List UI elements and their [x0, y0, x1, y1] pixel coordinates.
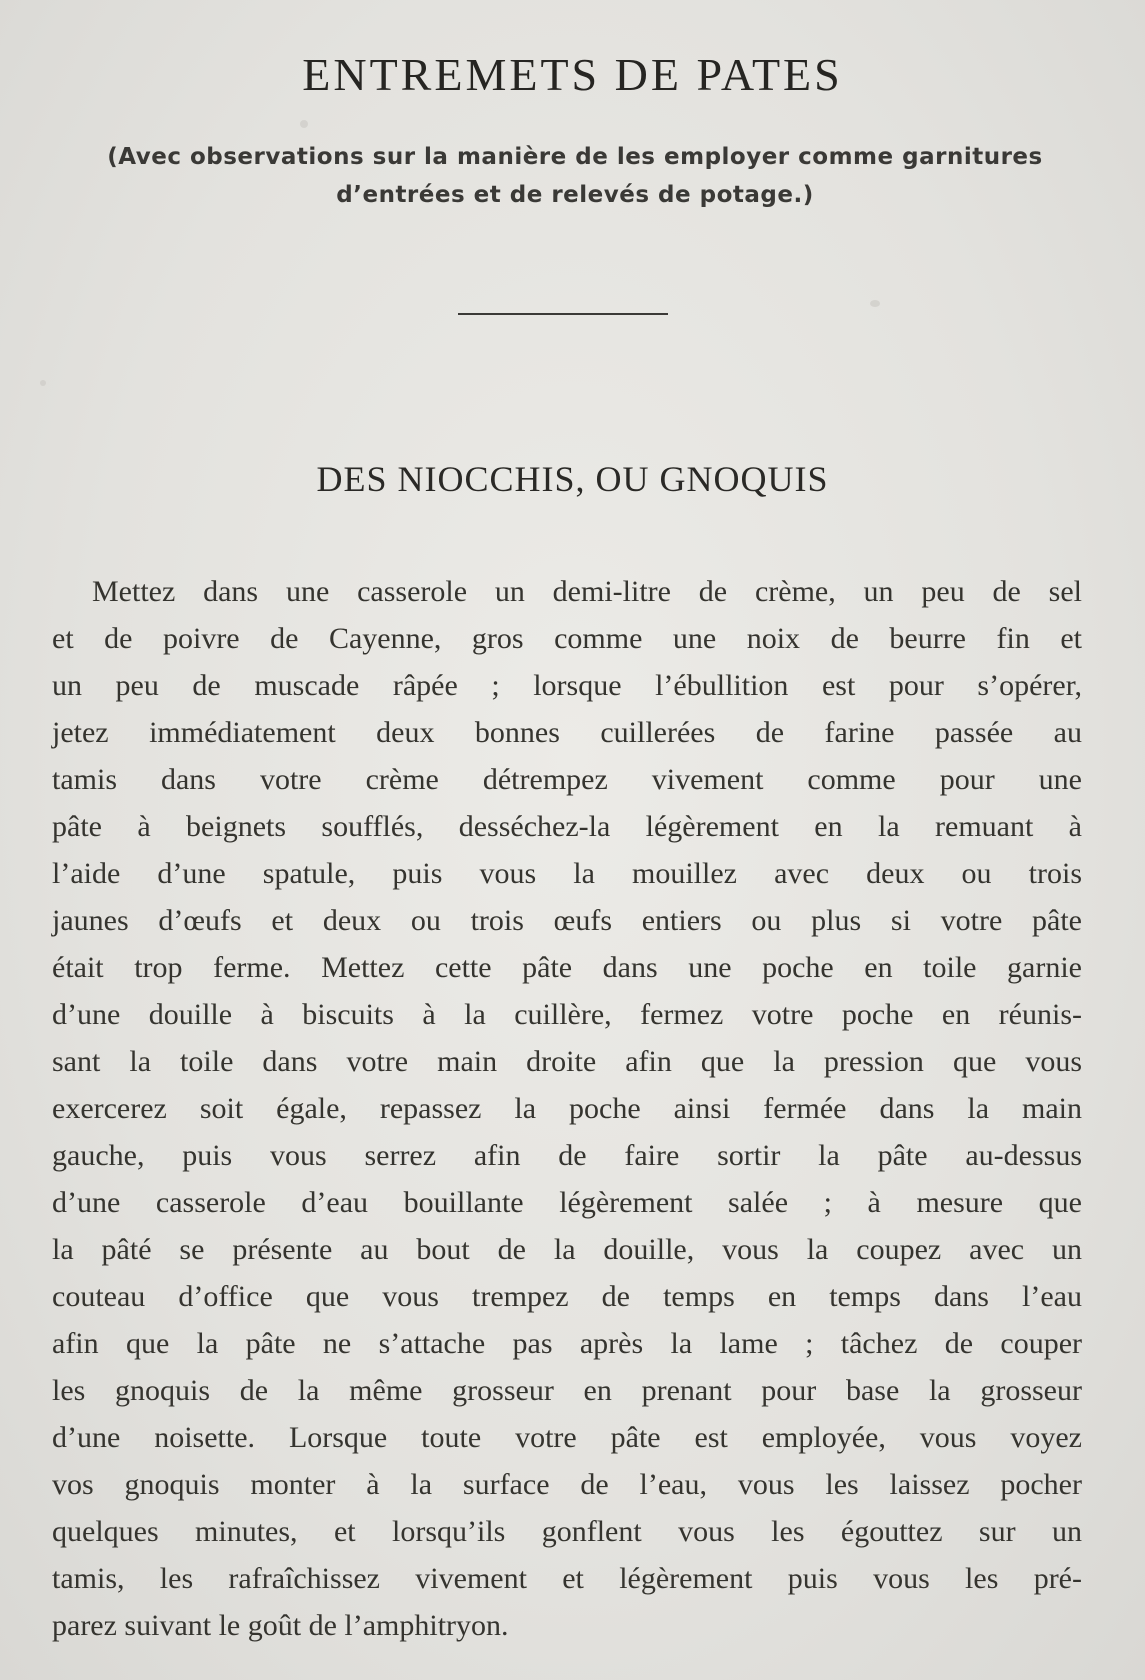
subtitle-line: (Avec observations sur la manière de les employer comme garnitures	[107, 144, 1043, 170]
text-line: et de poivre de Cayenne, gros comme une noix de beurre fin et	[52, 622, 1082, 655]
text-line: jetez immédiatement deux bonnes cuillerées de farine passée au	[52, 716, 1082, 749]
text-line: Mettez dans une casserole un demi-litre de crème, un peu de sel	[92, 575, 1082, 608]
paper-speck	[870, 300, 880, 307]
text-line: tamis dans votre crème détrempez vivement comme pour une	[52, 763, 1082, 796]
text-line: d’une douille à biscuits à la cuillère, fermez votre poche en réunis-	[52, 998, 1082, 1031]
paper-speck	[300, 120, 308, 128]
text-line: sant la toile dans votre main droite afin que la pression que vous	[52, 1045, 1082, 1078]
text-line: était trop ferme. Mettez cette pâte dans une poche en toile garnie	[52, 951, 1082, 984]
text-line: gauche, puis vous serrez afin de faire sortir la pâte au-dessus	[52, 1139, 1082, 1172]
text-line: parez suivant le goût de l’amphitryon.	[52, 1609, 509, 1642]
section-heading: DES NIOCCHIS, OU GNOQUIS	[316, 459, 829, 499]
text-line: les gnoquis de la même grosseur en prenant pour base la grosseur	[52, 1374, 1082, 1407]
text-line: un peu de muscade râpée ; lorsque l’ébullition est pour s’opérer,	[52, 669, 1082, 702]
page-title: ENTREMETS DE PATES	[302, 49, 843, 100]
paper-speck	[40, 380, 46, 386]
text-line: la pâté se présente au bout de la douille, vous la coupez avec un	[52, 1233, 1082, 1266]
section-divider	[458, 313, 668, 315]
page-subtitle	[40, 138, 1110, 214]
text-line: l’aide d’une spatule, puis vous la mouillez avec deux ou trois	[52, 857, 1082, 890]
text-line: exercerez soit égale, repassez la poche ainsi fermée dans la main	[52, 1092, 1082, 1125]
text-line: afin que la pâte ne s’attache pas après la lame ; tâchez de couper	[52, 1327, 1082, 1360]
text-line: quelques minutes, et lorsqu’ils gonflent vous les égouttez sur un	[52, 1515, 1082, 1548]
text-line: couteau d’office que vous trempez de temps en temps dans l’eau	[52, 1280, 1082, 1313]
text-line: vos gnoquis monter à la surface de l’eau, vous les laissez pocher	[52, 1468, 1082, 1501]
text-line: d’une noisette. Lorsque toute votre pâte est employée, vous voyez	[52, 1421, 1082, 1454]
recipe-paragraph	[52, 568, 1082, 1649]
text-line: pâte à beignets soufflés, desséchez-la légèrement en la remuant à	[52, 810, 1082, 843]
subtitle-line: d’entrées et de relevés de potage.)	[336, 182, 814, 208]
text-line: jaunes d’œufs et deux ou trois œufs entiers ou plus si votre pâte	[52, 904, 1082, 937]
text-line: d’une casserole d’eau bouillante légèrement salée ; à mesure que	[52, 1186, 1082, 1219]
text-line: tamis, les rafraîchissez vivement et légèrement puis vous les pré-	[52, 1562, 1082, 1595]
